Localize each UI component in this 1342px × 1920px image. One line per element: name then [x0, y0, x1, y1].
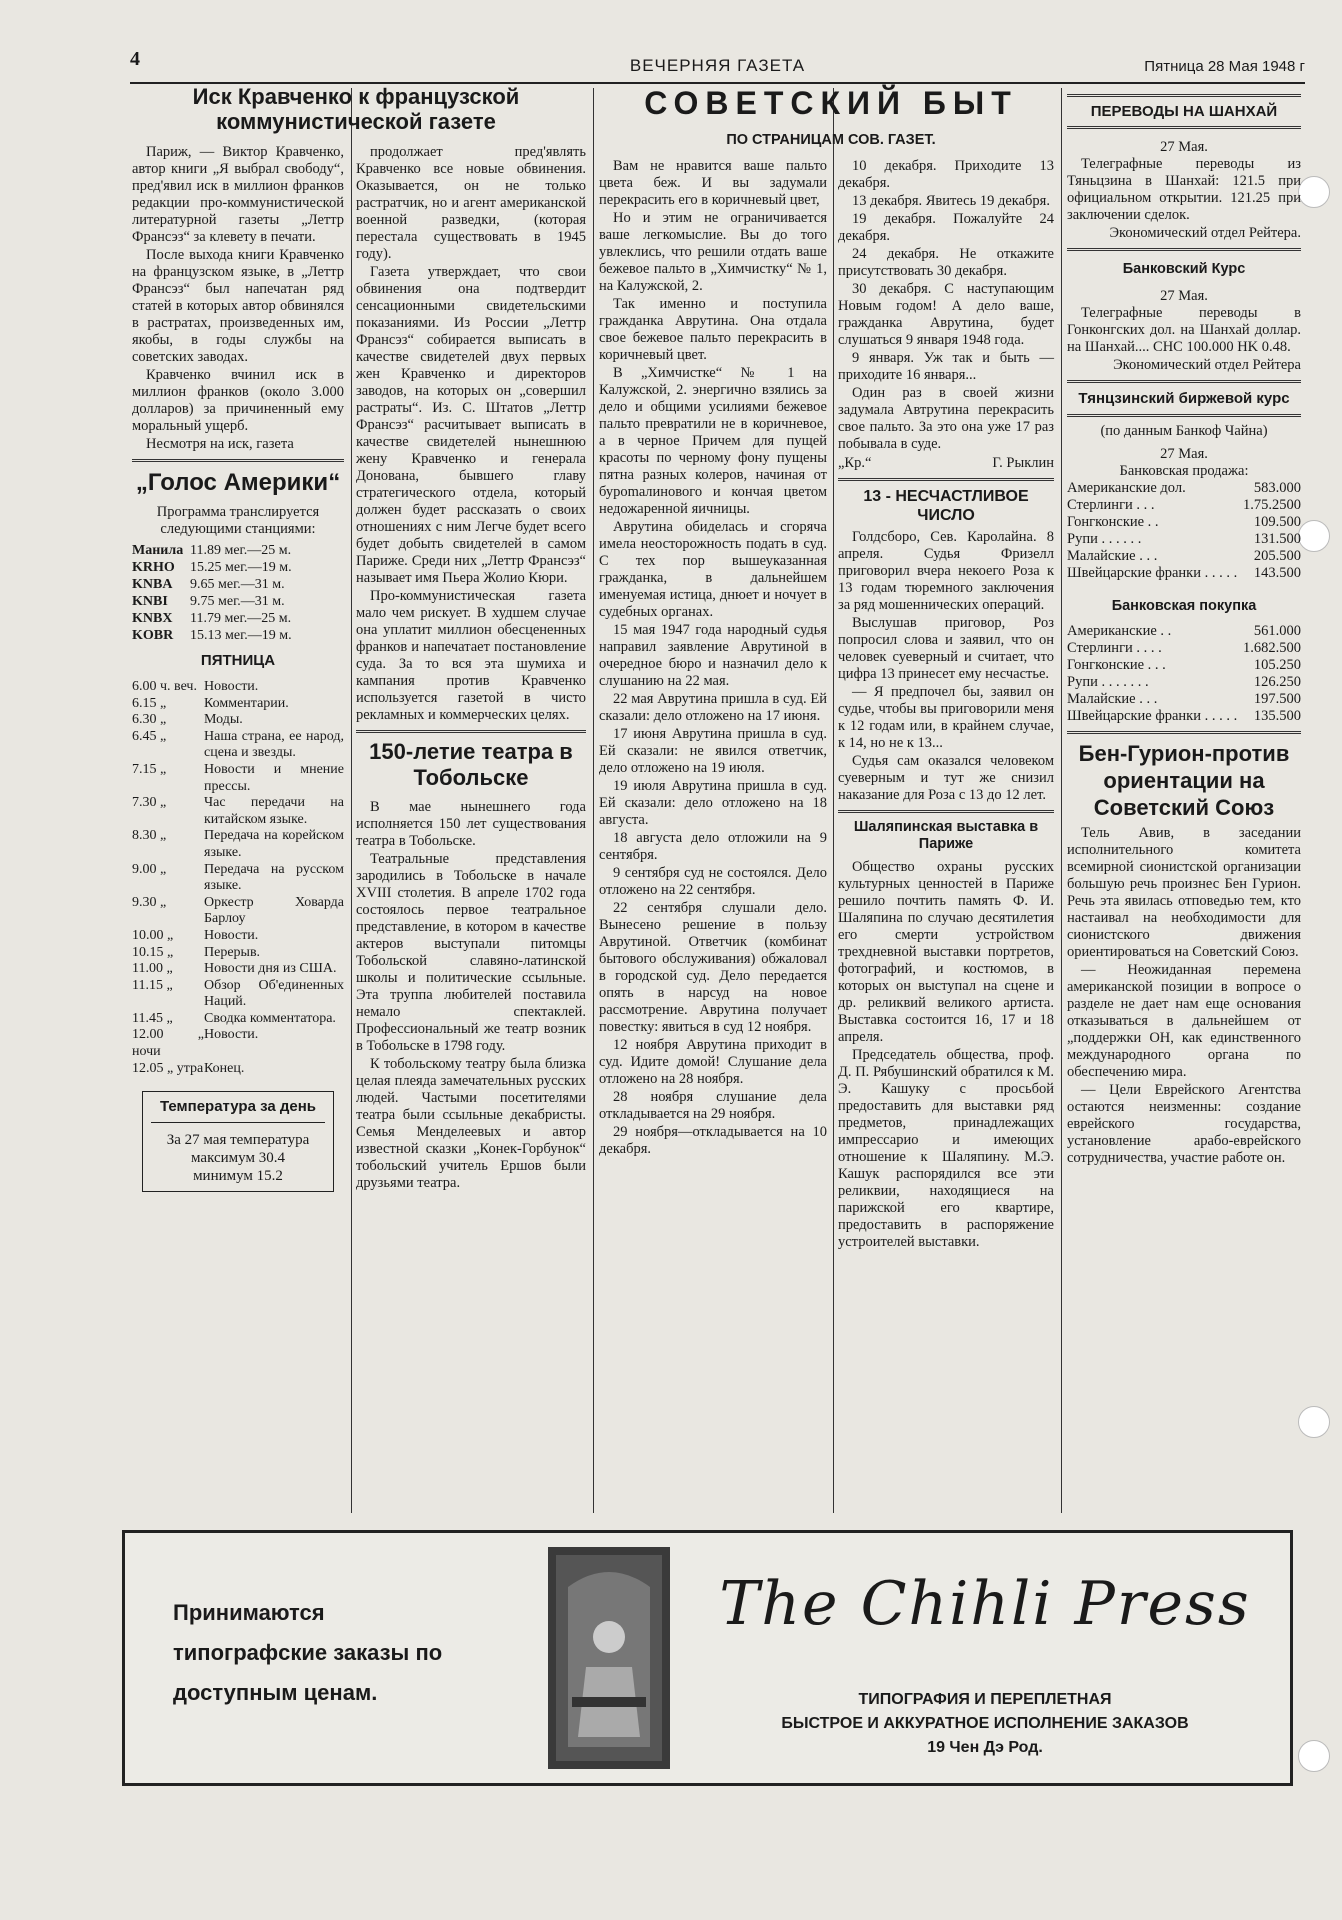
schedule-program: Сводка комментатора. [204, 1010, 336, 1026]
schedule-program: Комментарии. [204, 695, 289, 711]
schedule-row [132, 828, 344, 861]
rate-row [1067, 565, 1301, 582]
paragraph: продолжает пред'являть Кравченко все новые обвинения. Оказывается, он не только растратчик, но и агент американской военной разведки, (которая перестала существовать в 1945 году). [356, 144, 586, 262]
ben-gurion-article [1067, 825, 1301, 1167]
byline-source: „Кр.“ [838, 455, 872, 471]
schedule-row [132, 961, 344, 978]
station-list [132, 542, 344, 644]
column-5 [1067, 84, 1301, 1168]
station-name: Манила [132, 543, 184, 558]
schedule-time: 11.45 „ [132, 1010, 173, 1026]
ad-line-1: ТИПОГРАФИЯ И ПЕРЕПЛЕТНАЯ [858, 1691, 1112, 1708]
paragraph: 30 декабря. С наступающим Новым годом! А дело ваше, гражданка Аврутина, будет слушаться 9 января 1948 года. [838, 281, 1054, 348]
day-label: ПЯТНИЦА [200, 652, 276, 669]
temperature-min: минимум 15.2 [193, 1168, 283, 1185]
paragraph: Театральные представления зародились в Тобольске в начале XVIII столетия. В апреле 1702 года состоялось первое театральное представление, в котором в качестве актеров выступали питомцы Тобольской славяно-латинской школы и политические ссыльные. Эта труппа любителей поставила немало спектаклей. Профессиональный же театр возник в Тобольске в 1798 году. [356, 851, 586, 1054]
paragraph: 29 ноября—откладывается на 10 декабря. [599, 1124, 827, 1157]
soviet-life-article [599, 158, 827, 1158]
schedule-row [132, 1027, 344, 1060]
schedule-program: Передача на корейском языке. [204, 828, 344, 860]
punch-hole [1298, 1406, 1330, 1438]
bank-rate-source: Экономический отдел Рейтера [1113, 357, 1301, 373]
paragraph: 22 сентября слушали дело. Вынесено решение в пользу Аврутиной. Ответчик (комбинат бытового обслуживания) обжаловал в городской суд. Дело передается опять в нарсуд на новое рассмотрение. Аврутина получает повестку: явиться в суд 12 ноября. [599, 900, 827, 1035]
currency-value: 1.75.2500 [1243, 497, 1301, 513]
transfers-source: Экономический отдел Рейтера. [1109, 225, 1301, 241]
currency-value: 197.500 [1253, 691, 1301, 707]
schedule-row [132, 945, 344, 962]
ad-line-2: БЫСТРОЕ И АККУРАТНОЕ ИСПОЛНЕНИЕ ЗАКАЗОВ [781, 1715, 1189, 1732]
paragraph: 22 мая Аврутина пришла в суд. Ей сказали: дело отложено на 17 июня. [599, 691, 827, 724]
currency-name: Рупи . . . . . . [1067, 531, 1142, 547]
kravchenko-headline: Иск Кравченко к французской коммунистической газете [192, 84, 520, 134]
paragraph: Тель Авив, в заседании исполнительного комитета всемирной сионистской организации большую речь произнес Бен Гурион. Речь эта явилась отповедью тем, кто настаивал на необходимости для сионистского движения ориентироваться на Советский Союз. [1067, 825, 1301, 960]
station-row [132, 627, 344, 644]
currency-value: 126.250 [1253, 674, 1301, 690]
station-row [132, 610, 344, 627]
paragraph: В мае нынешнего года исполняется 150 лет существования театра в Тобольске. [356, 799, 586, 849]
schedule-time: 11.00 „ [132, 961, 173, 977]
kravchenko-article [132, 144, 344, 453]
paragraph: В „Химчистке“ № 1 на Калужской, 2. энергично взялись за дело и общими усилиями бежевое пальто превратили не в коричневое, а в черное Причем для пущей красоты по черному фону пущены пятна разных колеров, начиная от бурomaлинового и кончая цветом недожаренной яичницы. [599, 365, 827, 517]
currency-name: Малайские . . . [1067, 548, 1158, 564]
schedule-program: Новости. [204, 679, 259, 694]
station-frequency: 11.89 мег.—25 м. [190, 543, 292, 558]
rate-row [1067, 480, 1301, 497]
schedule-time: 6.30 „ [132, 712, 167, 728]
schedule-time: 9.00 „ [132, 861, 167, 877]
schedule-time: 11.15 „ [132, 977, 173, 993]
rate-row [1067, 674, 1301, 691]
soviet-life-headline: СОВЕТСКИЙ БЫТ [644, 85, 1018, 121]
kravchenko-continued [356, 144, 586, 724]
paragraph: 13 декабря. Явитесь 19 декабря. [852, 193, 1050, 209]
schedule-row [132, 795, 344, 828]
bank-rate-title: Банковский Курс [1122, 261, 1246, 277]
schedule-program: Новости и мнение прессы. [204, 761, 344, 794]
station-row [132, 593, 344, 610]
rate-row [1067, 708, 1301, 725]
station-frequency: 11.79 мег.—25 м. [190, 611, 292, 626]
paragraph: Вам не нравится ваше пальто цвета беж. И вы задумали перекрасить его в коричневый цвет, [599, 158, 827, 208]
currency-value: 109.500 [1253, 514, 1301, 530]
station-frequency: 9.65 мег.—31 м. [190, 577, 285, 592]
paragraph: Судья сам оказался человеком суеверным и тут же снизил наказание для Роза с 13 до 12 лет. [838, 753, 1054, 803]
rate-row [1067, 531, 1301, 548]
schedule-program: Конец. [204, 1060, 245, 1076]
temperature-title: Температура за день [151, 1098, 325, 1123]
theatre-article [356, 799, 586, 1192]
station-name: KNBI [132, 594, 168, 609]
schedule-row [132, 978, 344, 1011]
rate-row [1067, 691, 1301, 708]
issue-date: Пятница 28 Мая 1948 г [1144, 58, 1305, 75]
station-row [132, 576, 344, 593]
column-2 [356, 84, 586, 1193]
byline-author: Г. Рыклин [992, 455, 1054, 471]
schedule-time: 10.15 „ [132, 944, 174, 960]
buy-rates [1067, 623, 1301, 725]
paragraph: Кравченко вчинил иск в миллион франков (около 3.000 долларов) за причиненный ему моральный ущерб. [132, 367, 344, 434]
paragraph: 15 мая 1947 года народный судья направил заявление Аврутиной в очередное бюро и назначил дело к слушанию на 22 мая. [599, 622, 827, 689]
paragraph: — Я предпочел бы, заявил он судье, чтобы вы приговорили меня к 12 годам или, в крайнем случае, к 14, но не к 13... [838, 684, 1054, 751]
schedule-time: 9.30 „ [132, 894, 167, 910]
page-header [130, 48, 1305, 84]
currency-value: 135.500 [1253, 708, 1301, 724]
currency-name: Американские дол. [1067, 480, 1186, 496]
exchange-title: Тянцзинский биржевой курс [1078, 390, 1290, 407]
currency-name: Гонгконские . . [1067, 514, 1159, 530]
paragraph: — Цели Еврейского Агентства остаются неизменны: создание еврейского государства, установление арабо-еврейского сотрудничества, участие работе он. [1067, 1082, 1301, 1166]
byline [838, 455, 1054, 472]
paragraph: Общество охраны русских культурных ценностей в Париже решило почтить память Ф. И. Шаляпина по случаю десятилетия его смерти устройством трехдневной выставки портретов, фотографий, и костюмов, в которых он выступал на сцене и др. реликвий великого артиста. Выставка состоится 16, 17 и 18 апреля. [838, 859, 1054, 1045]
schedule-program: Новости. [204, 1027, 259, 1043]
paragraph: Газета утверждает, что свои обвинения она подтвердит сенсационными свидетельскими показаниями. Из России „Леттр Франсэз“ собирается выписать в качестве свидетелей двух первых жен Кравченко и директоров заводов, на которых он „совершил растраты“. Из. С. Штатов „Леттр Франсэз“ расчитывает выписать в качестве свидетелей нынешнюю жену Кравченко и генерала Донована, бывшего главу стратегического отдела, который должен будет рассказать о своих отношениях с ним Легче будет всего будет добыть свидетелей в самом Париже. Среди них „Леттр Франсэз“ называет имя Пьера Жолио Кюри. [356, 264, 586, 586]
paragraph: — Неожиданная перемена американской позиции в вопросе о разделе не дает нам еще основания отказываться в дальнейшем от „поддержки ОН, как единственного международного органа по обеспечению мира. [1067, 962, 1301, 1080]
rate-row [1067, 497, 1301, 514]
thirteen-article [838, 529, 1054, 804]
rate-row [1067, 514, 1301, 531]
paragraph: Председатель общества, проф. Д. П. Рябушинский обратился к М. Э. Кашуку с просьбой предоставить для выставки ряд предметов, принадлежащих импрессарио и имеющих отношение к Шаляпину. М.Э. Кашук распорядился все эти реликвии, находящиеся на парижской его квартире, предоставить в распоряжение устроителей выставки. [838, 1047, 1054, 1250]
rate-row [1067, 657, 1301, 674]
ad-left-text: Принимаются типографские заказы по доступным ценам. [173, 1600, 443, 1705]
currency-value: 143.500 [1253, 565, 1301, 581]
schedule-row [132, 729, 344, 762]
paragraph: 24 декабря. Не откажите присутствовать 30 декабря. [838, 246, 1054, 279]
bank-rate-date: 27 Мая. [1160, 288, 1208, 304]
currency-name: Малайские . . . [1067, 691, 1158, 707]
soviet-life-subhead: ПО СТРАНИЦАМ СОВ. ГАЗЕТ. [726, 132, 936, 148]
schedule-time: 12.00 „ ночи [132, 1027, 204, 1060]
schedule-row [132, 862, 344, 895]
paragraph: Выслушав приговор, Роз попросил слова и заявил, что он человек суеверный и считает, что цифра 13 принесет ему несчастье. [838, 615, 1054, 682]
ad-brand: The Chihli Press [719, 1569, 1251, 1639]
column-4 [838, 84, 1054, 1252]
thirteen-headline: 13 - НЕСЧАСТЛИВОЕ ЧИСЛО [863, 488, 1029, 524]
temperature-max: максимум 30.4 [191, 1150, 285, 1167]
paragraph: 17 июня Аврутина пришла в суд. Ей сказали: не явился ответчик, дело отложено на 19 июля. [599, 726, 827, 776]
schedule-row [132, 762, 344, 795]
schedule-row [132, 679, 344, 696]
soviet-life-continued [838, 158, 1054, 453]
schedule-program: Час передачи на китайском языке. [204, 795, 344, 827]
schedule-program: Перерыв. [204, 944, 261, 960]
currency-value: 131.500 [1253, 531, 1301, 547]
paragraph: Но и этим не ограничивается ваше легкомыслие. Вы до того увлеклись, что решили отдать ваше бежевое пальто в „Химчистку“ № 1, на Калужской, 2. [599, 210, 827, 294]
schedule-time: 10.00 „ [132, 927, 174, 943]
schedule-row [132, 895, 344, 928]
paragraph: К тобольскому театру была близка целая плеяда замечательных русских людей. Частыми посетителями театра были ссыльные декабристы. Семья Менделеевых и автор известной сказки „Конек-Горбунок“ тобольский учитель Ершов были друзьями театра. [356, 1056, 586, 1191]
page-number: 4 [130, 48, 140, 70]
paragraph: После выхода книги Кравченко на французском языке, в „Леттр Франсэз“ был напечатан ряд статей в которых автор обвинялся в растратах, произведенных им, якобы, в годы службы на советских заводах. [132, 247, 344, 365]
schedule-row [132, 928, 344, 945]
paragraph: Аврутина обиделась и сгоряча имела неосторожность подать в суд. С тех пор вышеуказанная гражданка, в дальнейшем именуемая истица, днюет и ночует в судебных органах. [599, 519, 827, 620]
paragraph: 12 ноября Аврутина приходит в суд. Идите домой! Слушание дела отложено на 28 ноября. [599, 1037, 827, 1087]
currency-value: 105.250 [1253, 657, 1301, 673]
schedule-program: Оркестр Ховарда Барлоу [204, 894, 344, 927]
transfers-text: Телеграфные переводы из Тяньцзина в Шанхай: 121.5 при официальном открытии. 121.25 при заключении сделок. [1067, 156, 1301, 223]
station-name: KRHO [132, 560, 175, 575]
station-row [132, 542, 344, 559]
currency-value: 561.000 [1253, 623, 1301, 639]
paragraph: 10 декабря. Приходите 13 декабря. [838, 158, 1054, 191]
sale-rates [1067, 480, 1301, 582]
currency-value: 1.682.500 [1243, 640, 1301, 656]
station-row [132, 559, 344, 576]
station-frequency: 9.75 мег.—31 м. [190, 594, 285, 609]
currency-name: Стерлинги . . . . [1067, 640, 1162, 656]
paragraph: Так именно и поступила гражданка Аврутина. Она отдала свое бежевое пальто перекрасить в коричневый цвет. [599, 296, 827, 363]
exchange-date: 27 Мая. [1160, 446, 1208, 462]
schedule-row [132, 696, 344, 713]
exchange-note: (по данным Банкоф Чайна) [1100, 423, 1268, 439]
punch-hole [1298, 176, 1330, 208]
paragraph: 9 сентября суд не состоялся. Дело отложено на 22 сентября. [599, 865, 827, 898]
schedule-program: Передача на русском языке. [204, 861, 344, 894]
schedule-time: 7.15 „ [132, 761, 167, 777]
schedule-list [132, 679, 344, 1077]
chihli-press-ad [122, 1530, 1293, 1786]
transfers-date: 27 Мая. [1160, 139, 1208, 155]
currency-name: Гонгконские . . . [1067, 657, 1166, 673]
paragraph: Про-коммунистическая газета мало чем рискует. В худшем случае она уплатит миллион обесцененных франков и напечатает постановление суда. За то вся эта шумиха и кампания против Кравченко используется газетой в чисто рекламных и коммерческих целях. [356, 588, 586, 723]
paragraph: Голдсборо, Сев. Каролaйна. 8 апреля. Судья Фризелл приговорил вчера некоего Роза к 13 годам тюремного заключения за ряд мошеннических операций. [838, 529, 1054, 613]
currency-name: Швейцарские франки . . . . . [1067, 708, 1238, 724]
schedule-row [132, 1061, 344, 1078]
rate-row [1067, 623, 1301, 640]
schedule-time: 7.30 „ [132, 795, 167, 811]
schedule-program: Моды. [204, 712, 243, 728]
station-name: KNBA [132, 577, 173, 592]
masthead: ВЕЧЕРНЯЯ ГАЗЕТА [629, 56, 806, 75]
schedule-program: Новости дня из США. [204, 961, 337, 977]
currency-value: 205.500 [1253, 548, 1301, 564]
currency-name: Американские . . [1067, 623, 1172, 639]
schedule-time: 6.00 ч. веч. [132, 679, 197, 694]
currency-name: Швейцарские франки . . . . . [1067, 565, 1238, 581]
theatre-headline: 150-летие театра в Тобольске [369, 739, 573, 790]
printer-illustration [548, 1547, 670, 1769]
temperature-box [142, 1091, 334, 1192]
ben-gurion-headline: Бен-Гурион-против ориентации на Советский Союз [1078, 741, 1290, 820]
currency-value: 583.000 [1253, 480, 1301, 496]
schedule-row [132, 1011, 344, 1028]
paragraph: Один раз в своей жизни задумала Автрутина перекрасить свое пальто. За это она уже 17 раз побывала в суде. [838, 385, 1054, 452]
paragraph: 28 ноября слушание дела откладывается на 29 ноября. [599, 1089, 827, 1122]
rate-row [1067, 548, 1301, 565]
paragraph: Париж, — Виктор Кравченко, автор книги „Я выбрал свободу“, пред'явил иск в миллион франков редакции про-коммунистической литературной газеты „Леттр Франсэз“ за клевету в печати. [132, 144, 344, 245]
paragraph: 19 июля Аврутина пришла в суд. Ей сказали: дело отложено на 18 августа. [599, 778, 827, 828]
sale-title: Банковская продажа: [1119, 463, 1249, 479]
ad-address: 19 Чен Дэ Род. [927, 1739, 1043, 1756]
schedule-row [132, 712, 344, 729]
schedule-time: 8.30 „ [132, 828, 167, 844]
schedule-time: 12.05 „ утра [132, 1060, 204, 1076]
schedule-time: 6.45 „ [132, 728, 167, 744]
station-frequency: 15.25 мег.—19 м. [190, 560, 292, 575]
schedule-program: Новости. [204, 927, 259, 943]
currency-name: Рупи . . . . . . . [1067, 674, 1149, 690]
paragraph: Несмотря на иск, газета [146, 436, 294, 452]
station-name: KOBR [132, 628, 174, 643]
punch-hole [1298, 520, 1330, 552]
rate-row [1067, 640, 1301, 657]
voa-title: „Голос Америки“ [135, 469, 341, 496]
schedule-program: Обзор Об'единенных Наций. [204, 977, 344, 1010]
paragraph: 19 декабря. Пожалуйте 24 декабря. [838, 211, 1054, 244]
schedule-program: Наша страна, ее народ, сцена и звезды. [204, 728, 344, 761]
paragraph: 18 августа дело отложили на 9 сентября. [599, 830, 827, 863]
chaliapin-article [838, 859, 1054, 1251]
currency-name: Стерлинги . . . [1067, 497, 1155, 513]
buy-title: Банковская покупка [1111, 598, 1257, 614]
temperature-line: За 27 мая температура [166, 1132, 310, 1149]
paragraph: 9 января. Уж так и быть —приходите 16 января... [838, 350, 1054, 383]
punch-hole [1298, 1740, 1330, 1772]
chaliapin-headline: Шаляпинская выставка в Париже [853, 819, 1039, 852]
station-frequency: 15.13 мег.—19 м. [190, 628, 292, 643]
schedule-time: 6.15 „ [132, 695, 167, 711]
voa-intro: Программа транслируется следующими станциями: [156, 504, 320, 537]
station-name: KNBX [132, 611, 173, 626]
bank-rate-text: Телеграфные переводы в Гонконгских дол. на Шанхай доллар. на Шанхай.... CHC 100.000 HK 0.48. [1067, 305, 1301, 355]
transfers-title: ПЕРЕВОДЫ НА ШАНХАЙ [1090, 103, 1278, 120]
